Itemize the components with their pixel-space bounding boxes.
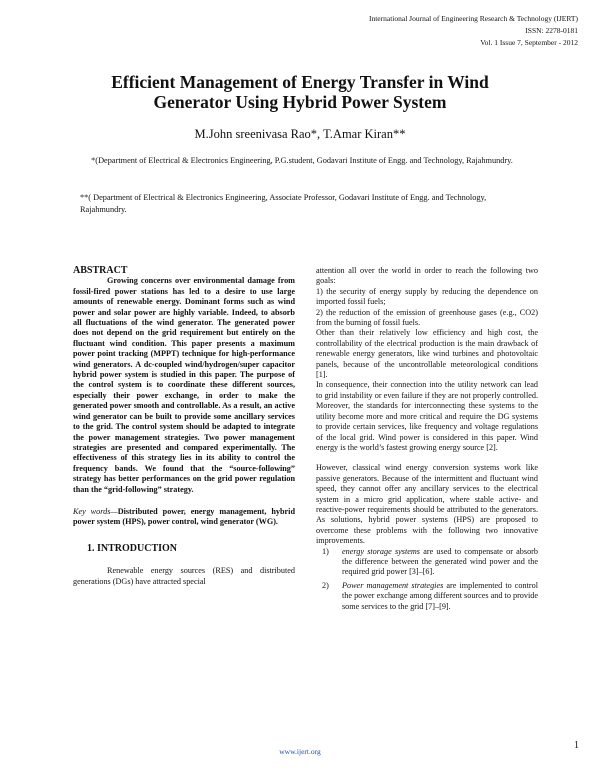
page-number: 1 — [574, 740, 579, 751]
improvements-list — [316, 547, 538, 612]
affiliation-1: *(Department of Electrical & Electronics Engineering, P.G.student, Godavari Institute of Engg. and Technology, Rajahmundry. — [91, 156, 513, 165]
introduction-paragraph: Renewable energy sources (RES) and distributed generations (DGs) have attracted special — [73, 566, 295, 586]
introduction-heading: 1. INTRODUCTION — [87, 542, 178, 554]
right-paragraph-4: However, classical wind energy conversion systems work like passive generators. Because of the intermittent and fluctuant wind speed, they cannot offer any ancillary services to the electrical system in a micro grid application, where stable active- and reactive-power requirements should be attributed to the generators. As solutions, hybrid power systems (HPS) are proposed to overcome these problems with the following two innovative improvements. — [316, 463, 538, 546]
journal-issn: ISSN: 2278-0181 — [525, 26, 578, 35]
authors: M.John sreenivasa Rao*, T.Amar Kiran** — [194, 127, 406, 141]
footer-url[interactable]: www.ijert.org — [279, 747, 321, 756]
title-line-2: Generator Using Hybrid Power System — [153, 92, 447, 112]
journal-header — [258, 13, 578, 49]
left-column — [73, 266, 295, 587]
right-paragraph-3: In consequence, their connection into the utility network can lead to grid instability or even failure if they are not properly controlled. Moreover, the standards for interconnecting these systems to the utility become more and more critical and require the DG systems to provide certain services, like frequency and voltage regulations of the local grid. Wind power is considered in this paper. Wind energy is the world’s fastest growing energy source [2]. — [316, 380, 538, 452]
list-item: 2) Power management strategies are implemented to control the power exchange among different sources and to provide some services to the grid [7]–[9]. — [322, 580, 538, 611]
keywords-label: Key words— — [73, 506, 118, 516]
right-paragraph-2: Other than their relatively low efficiency and high cost, the controllability of the electrical production is the main drawback of renewable energy generators, like wind turbines and photovoltaic panels, because of the uncontrollable meteorological conditions [1]. — [316, 328, 538, 380]
keywords — [73, 507, 295, 528]
right-column — [316, 266, 538, 615]
abstract-heading: ABSTRACT — [73, 265, 128, 276]
abstract-text: Growing concerns over environmental damage from fossil-fired power stations has led to a desire to use large amounts of renewable energy. Dominant forms such as wind power and solar power are highly variable. Indeed, to absorb all fluctuations of the wind generator. The generated power does not depend on the grid requirement but entirely on the fluctuant wind condition. This paper presents a maximum power point tracking (MPPT) technique for high-performance wind generators. A dc-coupled wind/hydrogen/super capacitor hybrid power system is studied in this paper. The purpose of the control system is to coordinate these different sources, especially their power exchange, in order to make the generated power smooth and controllable. As a result, an active wind generator can be built to provide some ancillary services to the grid. The control system should be adapted to integrate the power management strategies. Two power management strategies are presented and compared experimentally. The effectiveness of this strategy lies in its ability to control the frequency bands. We found that the “source-following” strategy has better performances on the grid power regulation than the “grid-following” strategy. — [73, 276, 295, 494]
journal-volume: Vol. 1 Issue 7, September - 2012 — [480, 38, 578, 47]
paper-title — [40, 72, 560, 112]
keywords-text: Distributed power, energy management, hybrid power system (HPS), power control, wind generator (WG). — [73, 506, 296, 527]
title-line-1: Efficient Management of Energy Transfer in Wind — [111, 72, 489, 92]
list-item: 1) energy storage systems are used to compensate or absorb the difference between the generated wind power and the required grid power [3]–[6]. — [322, 546, 538, 577]
goal-1: 1) the security of energy supply by reducing the dependence on imported fossil fuels; — [316, 286, 538, 307]
affiliation-2: **( Department of Electrical & Electronics Engineering, Associate Professor, Godavari Institute of Engg. and Technology, Rajahmundry. — [80, 193, 487, 214]
journal-name: International Journal of Engineering Research & Technology (IJERT) — [368, 14, 578, 23]
goal-2: 2) the reduction of the emission of greenhouse gases (e.g., CO2) from the burning of fossil fuels. — [316, 307, 538, 328]
right-paragraph-1: attention all over the world in order to reach the following two goals: — [316, 266, 538, 286]
